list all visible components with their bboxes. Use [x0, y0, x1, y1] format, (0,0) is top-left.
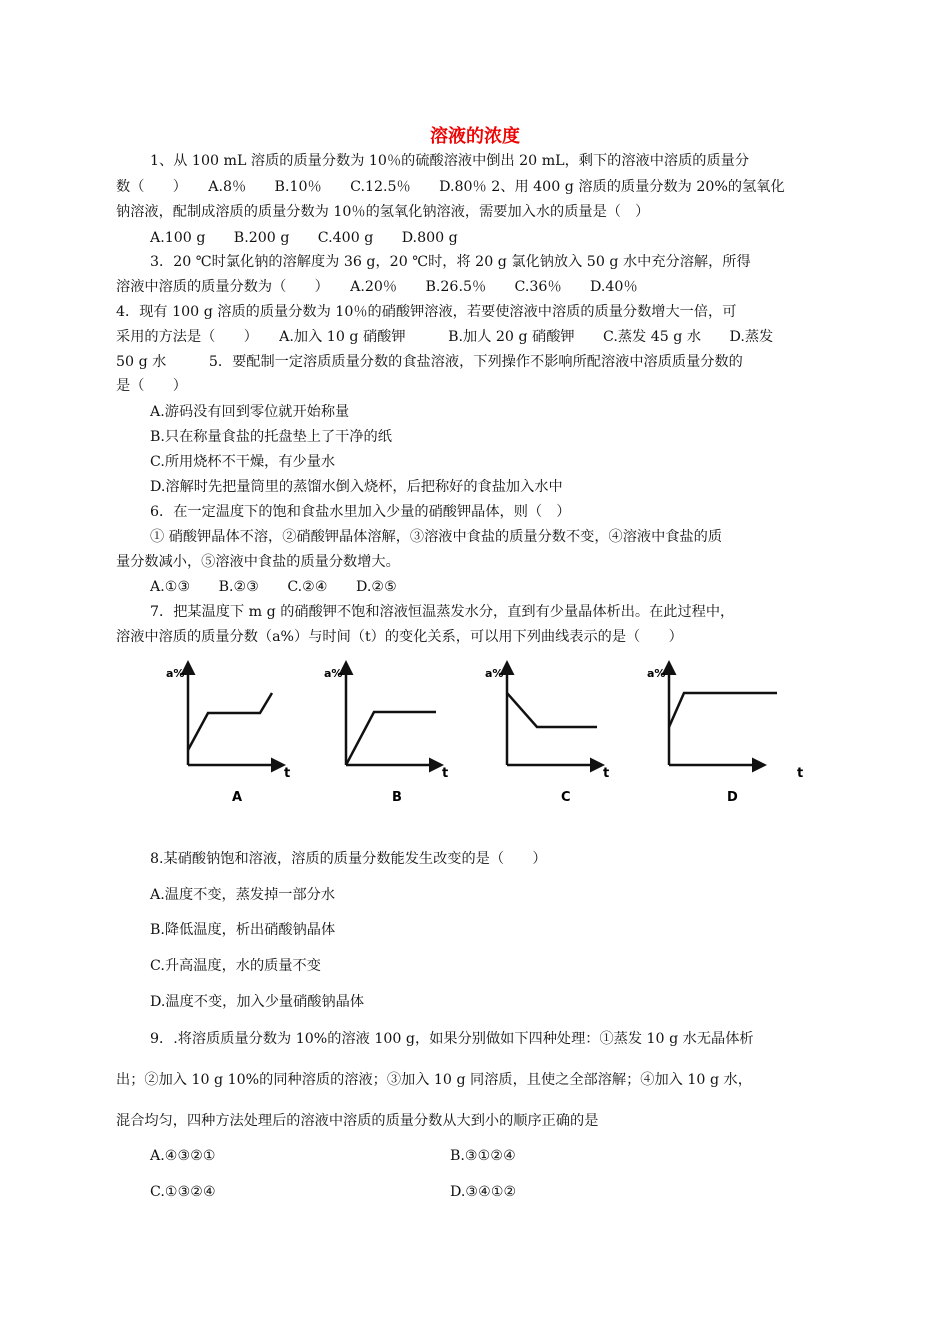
q9-option-b: B.③①②④	[450, 1148, 516, 1164]
q6-options: A.①③ B.②③ C.②④ D.②⑤	[150, 579, 397, 595]
q6-line2: ① 硝酸钾晶体不溶，②硝酸钾晶体溶解，③溶液中食盐的质量分数不变，④溶液中食盐的质	[150, 529, 723, 545]
q8-option-a: A.温度不变，蒸发掉一部分水	[150, 887, 336, 903]
graph-b-xlabel: t	[442, 766, 449, 781]
q7-line2: 溶液中溶质的质量分数（a%）与时间（t）的变化关系，可以用下列曲线表示的是（ ）	[116, 629, 683, 645]
graph-c-ylabel: a%	[485, 667, 504, 680]
q4-line1: 4．现有 100 g 溶质的质量分数为 10％的硝酸钾溶液，若要使溶液中溶质的质量分数增大一倍，可	[116, 304, 737, 320]
q8-option-d: D.温度不变，加入少量硝酸钠晶体	[150, 994, 365, 1010]
q2-line2: 钠溶液，配制成溶质的质量分数为 10％的氢氧化钠溶液，需要加入水的质量是（ ）	[116, 204, 650, 220]
q3-line2: 溶液中溶质的质量分数为（ ） A.20％ B.26.5％ C.36％ D.40％	[116, 279, 638, 295]
q5-option-c: C.所用烧杯不干燥，有少量水	[150, 454, 336, 470]
graph-b-label: B	[392, 790, 402, 805]
q6-line1: 6．在一定温度下的饱和食盐水里加入少量的硝酸钾晶体，则（ ）	[150, 504, 571, 520]
graph-c-xlabel: t	[603, 766, 610, 781]
q1-line2: 数（ ） A.8％ B.10％ C.12.5％ D.80％ 2、用 400 g 溶质的质量分数为 20%的氢氧化	[116, 179, 785, 195]
graph-c	[485, 663, 609, 805]
q9-line2: 出；②加入 10 g 10%的同种溶质的溶液；③加入 10 g 同溶质，且使之全部溶解；④加入 10 g 水，	[116, 1072, 752, 1088]
q8-option-c: C.升高温度，水的质量不变	[150, 958, 321, 974]
graph-d-ylabel: a%	[647, 667, 666, 680]
graph-a-ylabel: a%	[166, 667, 185, 680]
graph-a	[166, 663, 290, 805]
graph-b-ylabel: a%	[324, 667, 343, 680]
graph-c-label: C	[561, 790, 571, 805]
q5-option-d: D.溶解时先把量筒里的蒸馏水倒入烧杯，后把称好的食盐加入水中	[150, 479, 563, 495]
q6-line3: 量分数减小，⑤溶液中食盐的质量分数增大。	[116, 554, 400, 570]
q5-option-a: A.游码没有回到零位就开始称量	[150, 404, 350, 420]
q7-line1: 7．把某温度下 m g 的硝酸钾不饱和溶液恒温蒸发水分，直到有少量晶体析出。在此过程中，	[150, 604, 735, 620]
q7-graphs	[150, 655, 830, 815]
graph-d-label: D	[727, 790, 738, 805]
q9-option-a: A.④③②①	[150, 1148, 216, 1164]
q9-option-d: D.③④①②	[450, 1184, 517, 1200]
graph-d	[647, 663, 803, 805]
page-title: 溶液的浓度	[430, 126, 520, 147]
q5-option-b: B.只在称量食盐的托盘垫上了干净的纸	[150, 429, 392, 445]
graph-a-label: A	[232, 790, 243, 805]
q3-line1: 3．20 ℃时氯化钠的溶解度为 36 g，20 ℃时，将 20 g 氯化钠放入 50 g 水中充分溶解，所得	[150, 254, 751, 270]
q9-line3: 混合均匀，四种方法处理后的溶液中溶质的质量分数从大到小的顺序正确的是	[116, 1113, 599, 1129]
q9-option-c: C.①③②④	[150, 1184, 216, 1200]
q4-line2: 采用的方法是（ ） A.加入 10 g 硝酸钾 B.加人 20 g 硝酸钾 C.蒸发 45 g 水 D.蒸发	[116, 329, 774, 345]
q8-option-b: B.降低温度，析出硝酸钠晶体	[150, 922, 336, 938]
q8-stem: 8.某硝酸钠饱和溶液，溶质的质量分数能发生改变的是（ ）	[150, 851, 547, 867]
graph-b	[324, 663, 448, 805]
q5-line2: 是（ ）	[116, 378, 187, 394]
q2-options: A.100 g B.200 g C.400 g D.800 g	[150, 230, 458, 246]
graph-d-xlabel: t	[797, 766, 804, 781]
q1-line1: 1、从 100 mL 溶质的质量分数为 10％的硫酸溶液中倒出 20 mL，剩下的溶液中溶质的质量分	[150, 153, 750, 169]
q5-line1: 50 g 水 5．要配制一定溶质质量分数的食盐溶液，下列操作不影响所配溶液中溶质质量分数的	[116, 354, 743, 370]
graph-a-xlabel: t	[284, 766, 291, 781]
q9-line1: 9．.将溶质质量分数为 10%的溶液 100 g，如果分别做如下四种处理：①蒸发 10 g 水无晶体析	[150, 1031, 754, 1047]
